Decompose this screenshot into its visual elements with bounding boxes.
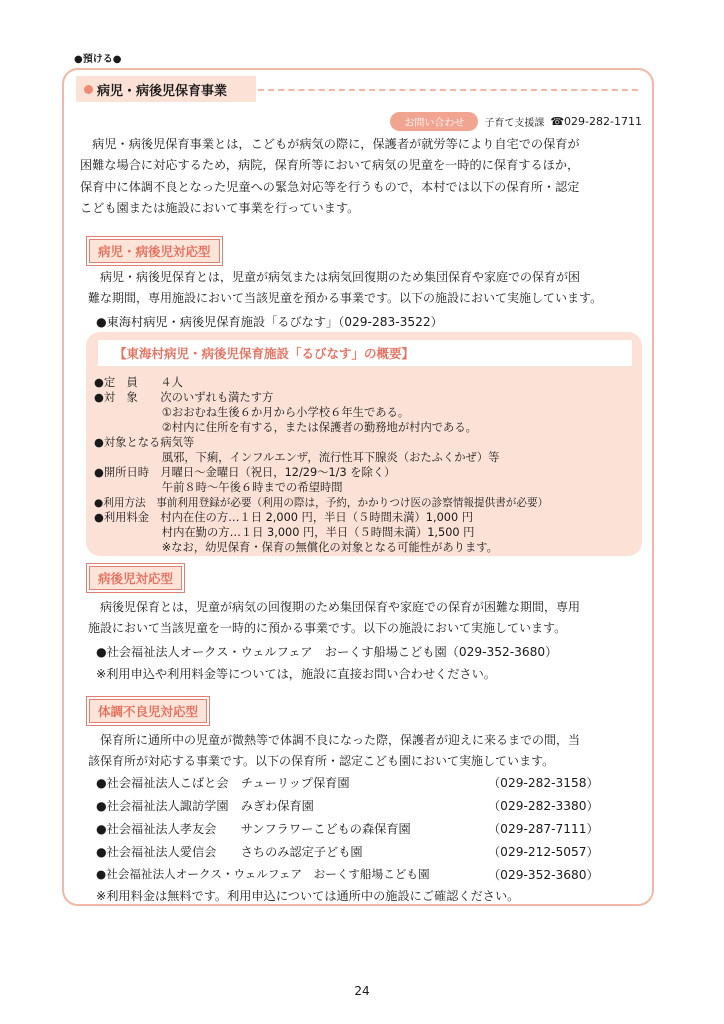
type2-note: ※利用申込や利用料金等については，施設に直接お問い合わせください。 bbox=[96, 667, 496, 681]
overview-line: ②村内に住所を有する，または保護者の勤務地が村内である。 bbox=[94, 421, 477, 434]
facility-item bbox=[96, 774, 350, 791]
overview-line: ●利用料金 村内在住の方…１日 2,000 円，半日（５時間未満）1,000 円 bbox=[94, 511, 474, 524]
overview-line: ●利用方法 事前利用登録が必要（利用の際は，予約，かかりつけ医の診察情報提供書が必要） bbox=[94, 497, 549, 509]
title-divider bbox=[258, 89, 638, 91]
subheading-text: 体調不良児対応型 bbox=[89, 699, 207, 723]
overview-line: 風邪，下痢，インフルエンザ，流行性耳下腺炎（おたふくかぜ）等 bbox=[94, 451, 500, 464]
intro-line: こども園または施設において事業を行っています。 bbox=[80, 201, 360, 216]
subheading-sick-child bbox=[86, 236, 223, 266]
subheading-text: 病児・病後児対応型 bbox=[89, 239, 220, 263]
overview-line: ●定 員 ４人 bbox=[94, 376, 183, 389]
subheading-text: 病後児対応型 bbox=[89, 566, 182, 590]
type2-line: 病後児保育とは，児童が病気の回復期のため集団保育や家庭での保育が困難な期間，専用 bbox=[88, 600, 581, 614]
facility-ooks-funaba: ●社会福祉法人オークス・ウェルフェア おーくす船場こども園（029-352-3680） bbox=[96, 645, 558, 659]
type3-line: 保育所に通所中の児童が微熱等で体調不良になった際，保護者が迎えに来るまでの間，当 bbox=[88, 733, 581, 747]
overview-line: ●対象となる病気等 bbox=[94, 436, 195, 449]
facility-item bbox=[96, 866, 430, 882]
facility-phone: （029-282-3380） bbox=[488, 799, 599, 813]
overview-line: ①おおむね生後６か月から小学校６年生である。 bbox=[94, 406, 410, 419]
intro-line: 保育中に体調不良となった児童への緊急対応等を行うもので，本村では以下の保育所・認定 bbox=[80, 179, 580, 194]
type3-line: 該保育所が対応する事業です。以下の保育所・認定こども園において実施しています。 bbox=[88, 754, 555, 769]
contact-dept: 子育て支援課 bbox=[484, 118, 545, 129]
facility-name: ●社会福祉法人諏訪学園 みぎわ保育園 bbox=[96, 799, 314, 813]
type1-line: 難な期間，専用施設において当該児童を預かる事業です。以下の施設において実施しています。 bbox=[88, 291, 603, 306]
facility-name: ●社会福祉法人孝友会 サンフラワーこどもの森保育園 bbox=[96, 822, 411, 836]
bullet-dot-icon bbox=[84, 85, 93, 94]
overview-line: ●対 象 次のいずれも満たす方 bbox=[94, 391, 274, 404]
type3-note: ※利用料金は無料です。利用申込については通所中の施設にご確認ください。 bbox=[96, 889, 520, 903]
facility-name: ●社会福祉法人オークス・ウェルフェア おーくす船場こども園 bbox=[96, 867, 430, 881]
inquiry-badge: お問い合わせ bbox=[390, 112, 478, 131]
overview-line: 午前８時～午後６時までの希望時間 bbox=[94, 481, 343, 494]
contact-phone[interactable]: ☎029-282-1711 bbox=[550, 115, 642, 128]
facility-item bbox=[96, 820, 411, 837]
subheading-post-illness bbox=[86, 563, 185, 593]
category-label: ●預ける● bbox=[74, 54, 122, 65]
overview-line: 村内在勤の方…１日 3,000 円，半日（５時間未満）1,500 円 bbox=[94, 526, 475, 539]
facility-item bbox=[96, 797, 314, 814]
overview-title: 【東海村病児・病後児保育施設「るびなす」の概要】 bbox=[98, 340, 632, 366]
facility-name: ●社会福祉法人愛信会 さちのみ認定子ども園 bbox=[96, 845, 363, 859]
overview-line: ※なお，幼児保育・保育の無償化の対象となる可能性があります。 bbox=[94, 541, 498, 554]
facility-phone: （029-287-7111） bbox=[488, 822, 599, 836]
facility-phone: （029-352-3680） bbox=[488, 868, 599, 882]
page-number: 24 bbox=[354, 984, 370, 998]
subheading-unwell-child bbox=[86, 696, 210, 726]
type1-line: 病児・病後児保育とは，児童が病気または病気回復期のため集団保育や家庭での保育が困 bbox=[88, 270, 581, 284]
facility-phone: （029-282-3158） bbox=[488, 776, 599, 790]
facility-item bbox=[96, 843, 363, 860]
facility-phone: （029-212-5057） bbox=[488, 845, 599, 859]
type2-line: 施設において当該児童を一時的に預かる事業です。以下の施設において実施しています。 bbox=[88, 621, 567, 636]
facility-rubinasu: ●東海村病児・病後児保育施設「るびなす」（029-283-3522） bbox=[96, 315, 443, 329]
intro-paragraph bbox=[80, 134, 650, 220]
overview-line: ●開所日時 月曜日～金曜日（祝日，12/29～1/3 を除く） bbox=[94, 466, 396, 479]
facility-name: ●社会福祉法人こばと会 チューリップ保育園 bbox=[96, 776, 350, 790]
intro-line: 困難な場合に対応するため，病院，保育所等において病気の児童を一時的に保育するほか， bbox=[80, 158, 580, 173]
intro-line: 病児・病後児保育事業とは，こどもが病気の際に，保護者が就労等により自宅での保育が bbox=[80, 137, 580, 151]
contact-info bbox=[390, 112, 642, 131]
section-title-bar bbox=[76, 76, 256, 102]
type2-paragraph bbox=[88, 597, 653, 640]
type1-paragraph bbox=[88, 267, 653, 310]
type3-paragraph bbox=[88, 730, 653, 773]
section-title: 病児・病後児保育事業 bbox=[97, 83, 228, 99]
